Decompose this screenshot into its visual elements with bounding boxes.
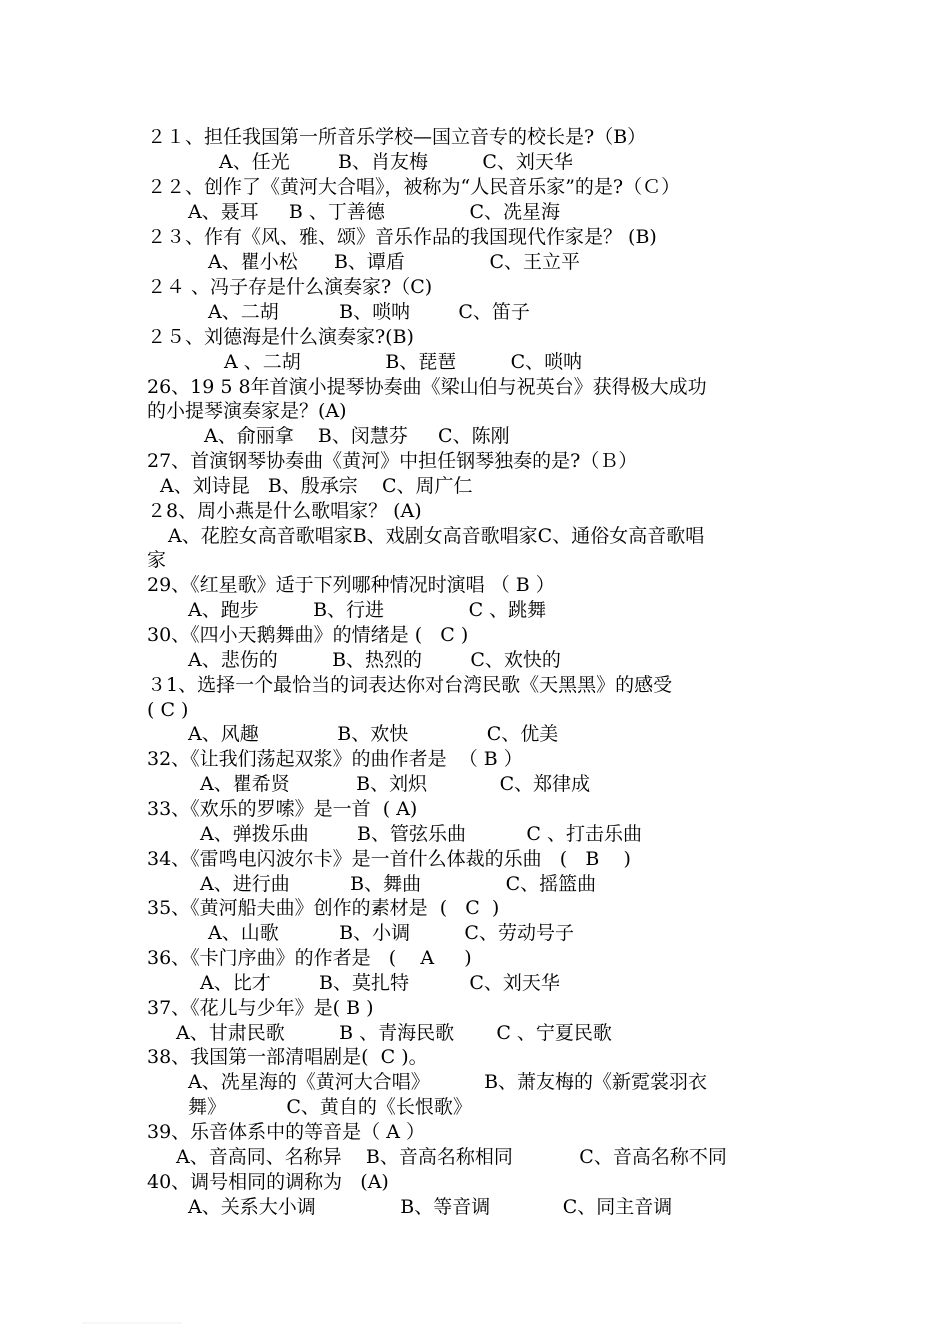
- question-26: 26、19 5 8年首演小提琴协奏曲《梁山伯与祝英台》获得极大成功: [147, 376, 707, 398]
- question-39-options: A、音高同、名称异 B、音高名称相同 C、音高名称不同: [176, 1146, 727, 1168]
- question-23: ２３、作有《风、雅、颂》音乐作品的我国现代作家是？ (B): [147, 226, 657, 248]
- question-22: ２２、创作了《黄河大合唱》，被称为“人民音乐家”的是?（Ｃ）: [147, 176, 681, 198]
- question-38-options: A、冼星海的《黄河大合唱》 B、萧友梅的《新霓裳羽衣: [188, 1071, 708, 1093]
- question-22-options: A、聂耳 B 、丁善德 C、冼星海: [188, 201, 561, 223]
- footer-rule: [82, 1322, 182, 1324]
- question-28: ２8、周小燕是什么歌唱家？ (A): [147, 500, 422, 522]
- question-28-options-continued: 家: [147, 549, 167, 571]
- question-33: 33、《欢乐的罗嗦》是一首 ( A): [147, 798, 418, 820]
- question-34-options: A、进行曲 B、舞曲 C、摇篮曲: [200, 873, 597, 895]
- question-29: 29、《红星歌》适于下列哪种情况时演唱 （ B ）: [147, 574, 555, 596]
- question-38-options-continued: 舞》 C、黄自的《长恨歌》: [188, 1096, 472, 1118]
- question-31: ３1、选择一个最恰当的词表达你对台湾民歌《天黑黑》的感受: [147, 674, 673, 696]
- question-27: 27、首演钢琴协奏曲《黄河》中担任钢琴独奏的是?（Ｂ）: [147, 450, 638, 472]
- question-24-options: A、二胡 B、唢呐 C、笛子: [208, 301, 530, 323]
- question-29-options: A、跑步 B、行进 C 、跳舞: [188, 599, 547, 621]
- question-24: ２４ 、冯子存是什么演奏家?（C): [147, 276, 433, 298]
- question-35-options: A、山歌 B、小调 C、劳动号子: [208, 922, 574, 944]
- question-36-options: A、比才 B、莫扎特 C、刘天华: [200, 972, 560, 994]
- question-26-continued: 的小提琴演奏家是？(A): [147, 400, 347, 422]
- question-30: 30、《四小天鹅舞曲》的情绪是 ( C ): [147, 624, 469, 646]
- question-34: 34、《雷鸣电闪波尔卡》是一首什么体裁的乐曲 ( B ): [147, 848, 631, 870]
- question-28-options: A、花腔女高音歌唱家B、戏剧女高音歌唱家C、通俗女高音歌唱: [168, 525, 705, 547]
- question-26-options: A、俞丽拿 B、闵慧芬 C、陈刚: [204, 425, 510, 447]
- question-21: ２１、担任我国第一所音乐学校—国立音专的校长是?（B）: [147, 126, 647, 148]
- question-25: ２５、刘德海是什么演奏家?(B): [147, 326, 414, 348]
- question-40: 40、调号相同的调称为 (A): [147, 1171, 389, 1193]
- question-31-continued: ( C ): [147, 699, 189, 721]
- question-38: 38、我国第一部清唱剧是( C )。: [147, 1046, 428, 1068]
- question-25-options: A 、二胡 B、琵琶 C、唢呐: [224, 351, 583, 373]
- question-32: 32、《让我们荡起双浆》的曲作者是 （ B ）: [147, 748, 523, 770]
- question-23-options: A、瞿小松 B、谭盾 C、王立平: [208, 251, 581, 273]
- question-37: 37、《花儿与少年》是( B ): [147, 997, 374, 1019]
- question-21-options: A、任光 B、肖友梅 C、刘天华: [219, 151, 573, 173]
- question-32-options: A、瞿希贤 B、刘炽 C、郑律成: [200, 773, 591, 795]
- question-36: 36、《卡门序曲》的作者是 ( A ): [147, 947, 472, 969]
- question-35: 35、《黄河船夫曲》创作的素材是 ( C ): [147, 897, 500, 919]
- question-39: 39、乐音体系中的等音是（ A ）: [147, 1121, 425, 1143]
- question-27-options: A、刘诗昆 B、殷承宗 C、周广仁: [160, 475, 473, 497]
- question-37-options: A、甘肃民歌 B 、青海民歌 C 、宁夏民歌: [176, 1022, 612, 1044]
- question-40-options: A、关系大小调 B、等音调 C、同主音调: [188, 1196, 673, 1218]
- question-33-options: A、弹拨乐曲 B、管弦乐曲 C 、打击乐曲: [200, 823, 642, 845]
- question-30-options: A、悲伤的 B、热烈的 C、欢快的: [188, 649, 561, 671]
- question-31-options: A、风趣 B、欢快 C、优美: [188, 723, 559, 745]
